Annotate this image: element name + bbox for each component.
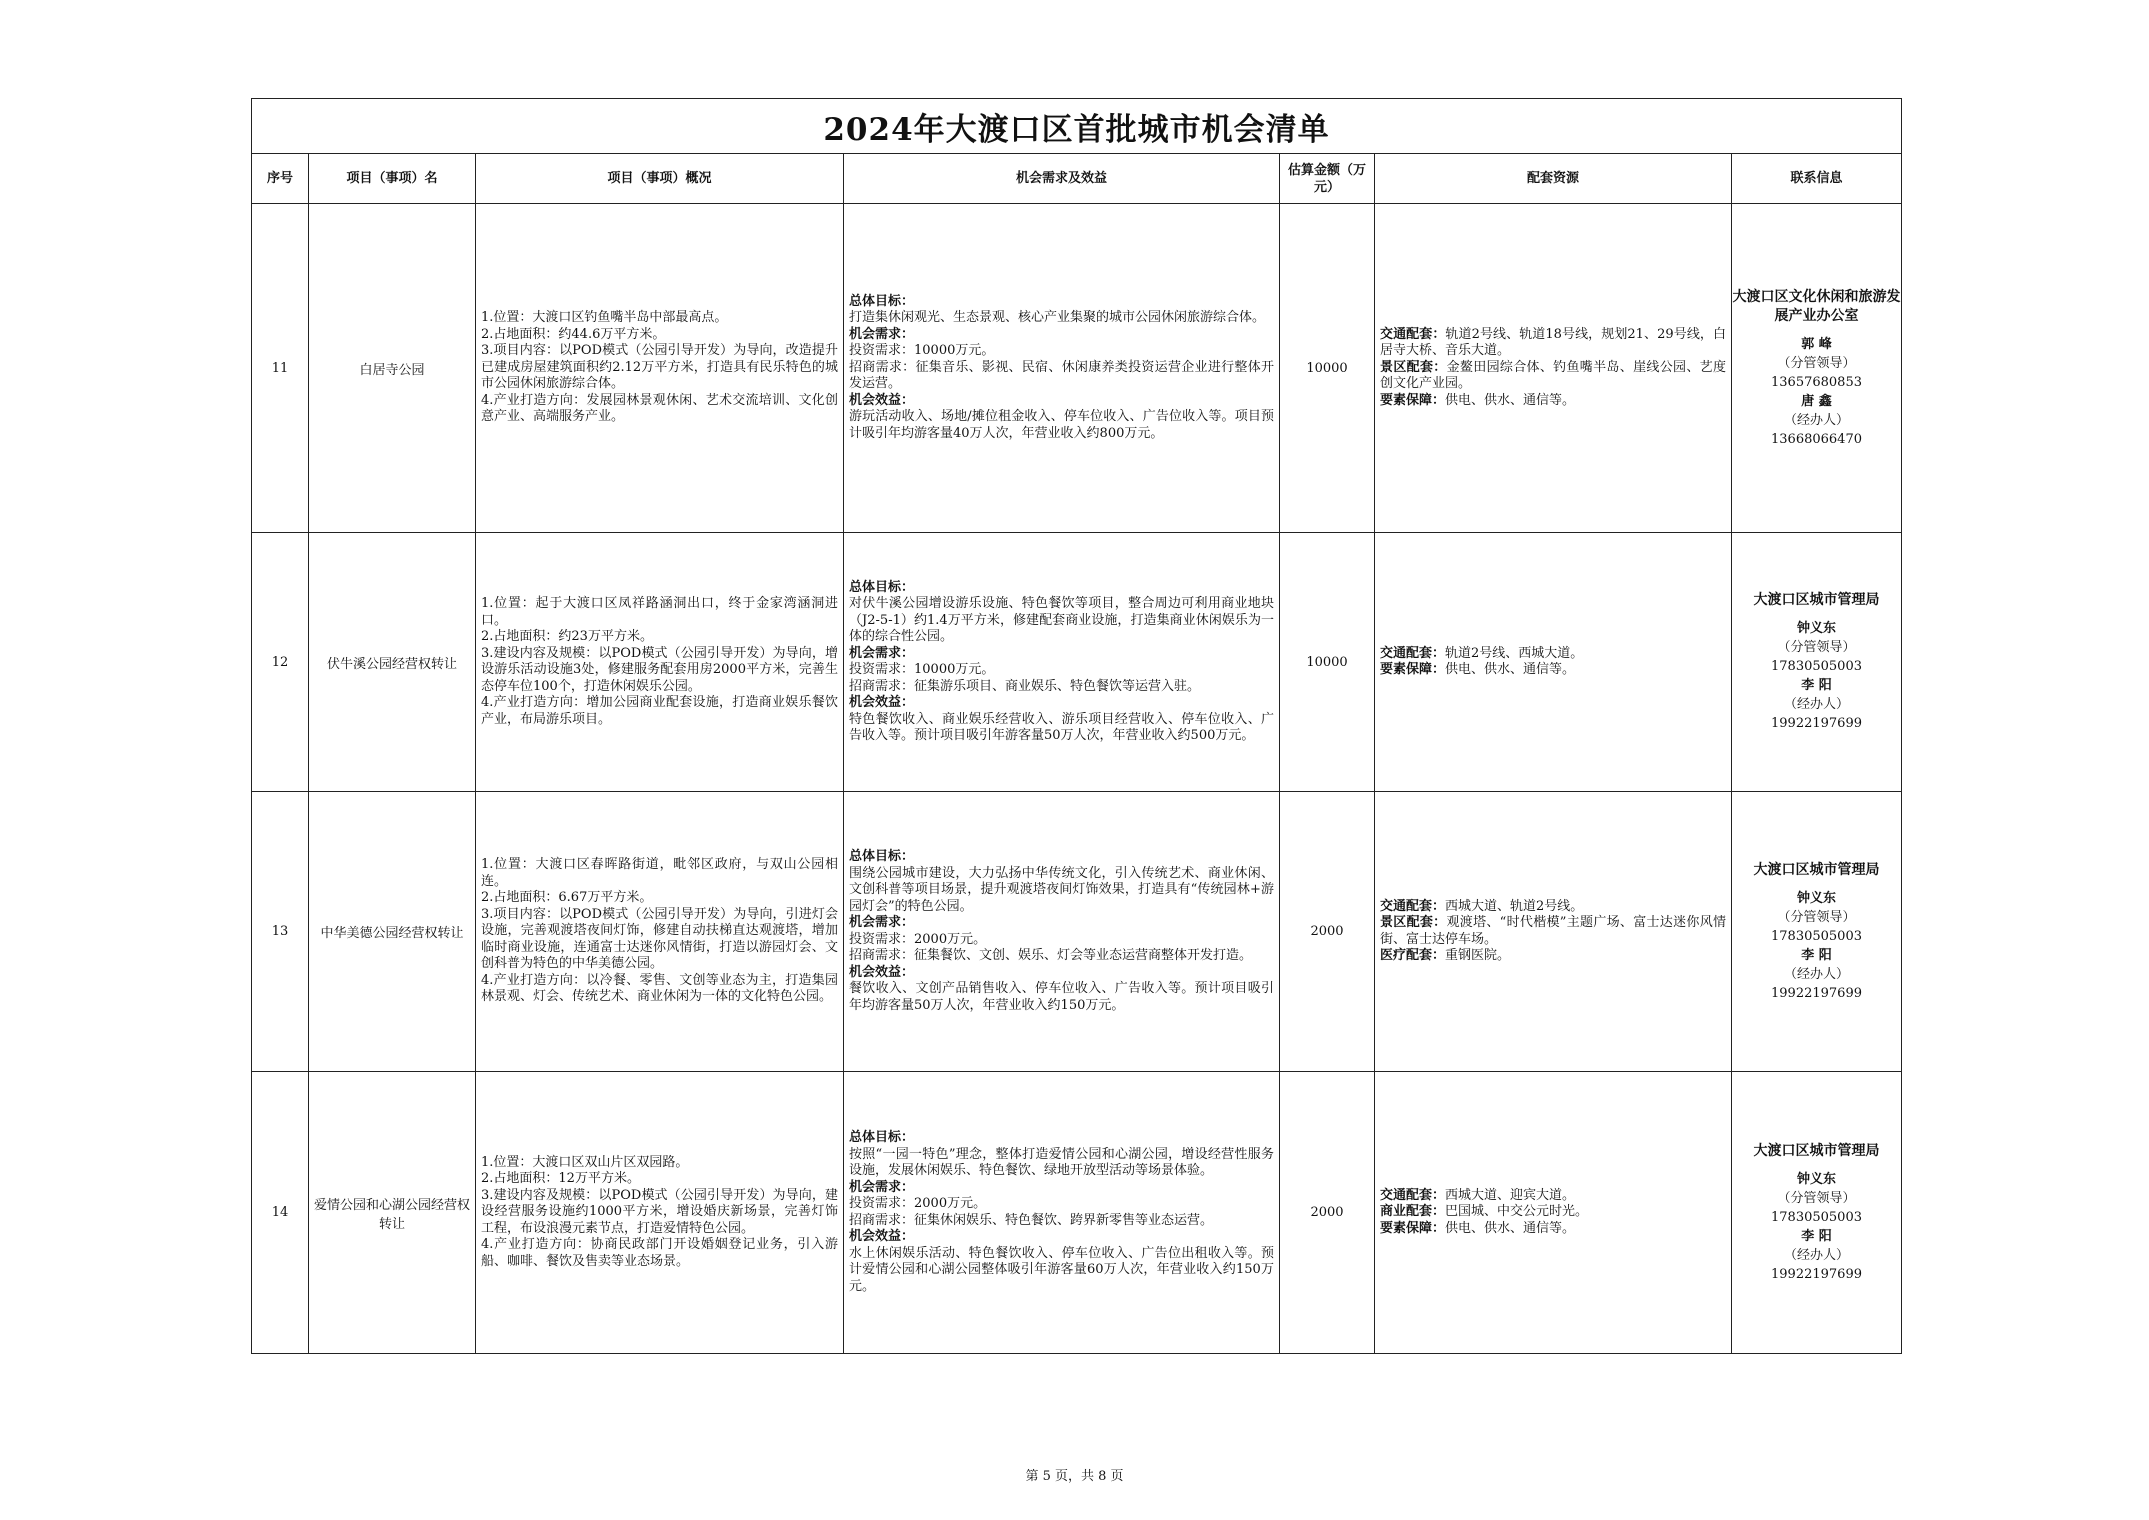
- resource-label: 交通配套：: [1380, 326, 1446, 342]
- overview-line: 1.位置：大渡口区双山片区双园路。: [481, 1154, 689, 1170]
- resource-label: 景区配套：: [1380, 915, 1447, 930]
- need-line: 投资需求：10000万元。: [849, 662, 995, 677]
- contact-name: 唐 鑫: [1801, 393, 1832, 409]
- benefit-text: 特色餐饮收入、商业娱乐经营收入、游乐项目经营收入、停车位收入、广告收入等。预计项目吸引年游客量50万人次，年营业收入约500万元。: [849, 711, 1274, 743]
- need-label: 机会需求：: [849, 326, 915, 342]
- header-contact: 联系信息: [1732, 154, 1902, 204]
- goal-text: 按照“一园一特色”理念，整体打造爱情公园和心湖公园，增设经营性服务设施，发展休闲娱乐、特色餐饮、绿地开放型活动等场景体验。: [849, 1146, 1274, 1178]
- resource-text: 观渡塔、“时代楷模”主题广场、富士达迷你风情街、富士达停车场。: [1380, 915, 1726, 947]
- resource-label: 景区配套：: [1380, 359, 1447, 375]
- contact-phone: 19922197699: [1771, 716, 1862, 731]
- resource-text: 西城大道、轨道2号线。: [1445, 898, 1584, 914]
- row-overview: [476, 792, 844, 1072]
- goal-text: 打造集休闲观光、生态景观、核心产业集聚的城市公园休闲旅游综合体。: [849, 310, 1266, 326]
- row-resources: [1375, 204, 1732, 533]
- goal-label: 总体目标：: [849, 1130, 915, 1145]
- need-label: 机会需求：: [849, 915, 915, 930]
- header-overview: 项目（事项）概况: [476, 154, 844, 204]
- row-needs: [844, 792, 1280, 1072]
- contact-role: （分管领导）: [1777, 1190, 1856, 1206]
- contact-role: （经办人）: [1783, 697, 1849, 712]
- contact-phone: 19922197699: [1771, 1266, 1862, 1282]
- resource-text: 轨道2号线、轨道18号线，规划21、29号线，白居寺大桥、音乐大道。: [1380, 326, 1726, 359]
- table-row: [252, 1072, 1902, 1354]
- opportunity-table: [251, 98, 1902, 1354]
- need-line: 招商需求：征集休闲娱乐、特色餐饮、跨界新零售等业态运营。: [849, 1212, 1214, 1228]
- contact-gap: [1732, 326, 1901, 335]
- resource-line: [1380, 360, 1726, 393]
- contact-gap: [1732, 880, 1901, 889]
- need-line: 招商需求：征集餐饮、文创、娱乐、灯会等业态运营商整体开发打造。: [849, 948, 1253, 963]
- resource-label: 医疗配套：: [1380, 948, 1446, 963]
- contact-name: 钟义东: [1796, 621, 1836, 636]
- contact-phone: 17830505003: [1771, 928, 1862, 944]
- need-line: 招商需求：征集游乐项目、商业娱乐、特色餐饮等运营入驻。: [849, 678, 1201, 694]
- resource-label: 交通配套：: [1380, 898, 1446, 914]
- resource-text: 轨道2号线、西城大道。: [1445, 645, 1584, 661]
- overview-line: 3.项目内容：以POD模式（公园引导开发）为导向，引进灯会设施，完善观渡塔夜间灯饰，修建自动扶梯直达观渡塔，增加临时商业设施，连通富士达迷你风情街，打造以游园灯会、文创科普为特色的中华美德公园。: [481, 906, 838, 972]
- overview-line: 2.占地面积：6.67万平方米。: [481, 890, 653, 906]
- row-amount: 10000: [1280, 533, 1375, 792]
- resource-text: 巴国城、中交公元时光。: [1445, 1204, 1589, 1220]
- resource-line: [1380, 646, 1726, 663]
- overview-line: 1.位置：大渡口区钓鱼嘴半岛中部最高点。: [481, 310, 728, 326]
- goal-label: 总体目标：: [849, 293, 915, 309]
- contact-role: （经办人）: [1783, 966, 1849, 982]
- row-seq: 14: [252, 1072, 309, 1354]
- resource-line: [1380, 393, 1726, 410]
- header-amount: 估算金额（万元）: [1280, 154, 1375, 204]
- overview-line: 2.占地面积：12万平方米。: [481, 1171, 640, 1187]
- contact-name: 李 阳: [1801, 947, 1832, 963]
- row-contact: [1732, 1072, 1902, 1354]
- contact-name: 钟义东: [1796, 1171, 1836, 1187]
- benefit-label: 机会效益：: [849, 695, 915, 710]
- need-label: 机会需求：: [849, 1179, 915, 1195]
- resource-text: 供电、供水、通信等。: [1445, 1220, 1576, 1236]
- row-overview: [476, 533, 844, 792]
- row-amount: 2000: [1280, 792, 1375, 1072]
- benefit-label: 机会效益：: [849, 1229, 915, 1244]
- contact-gap: [1732, 1161, 1901, 1170]
- benefit-label: 机会效益：: [849, 392, 915, 408]
- page-title: 2024年大渡口区首批城市机会清单: [252, 99, 1902, 154]
- benefit-text: 游玩活动收入、场地/摊位租金收入、停车位收入、广告位收入等。项目预计吸引年均游客量40万人次，年营业收入约800万元。: [849, 409, 1274, 441]
- row-contact: [1732, 792, 1902, 1072]
- resource-text: 重钢医院。: [1445, 948, 1511, 963]
- contact-role: （分管领导）: [1777, 355, 1856, 371]
- resource-line: [1380, 1204, 1726, 1221]
- resource-line: [1380, 327, 1726, 360]
- goal-text: 围绕公园城市建设，大力弘扬中华传统文化，引入传统艺术、商业休闲、文创科普等项目场景，提升观渡塔夜间灯饰效果，打造具有“传统园林+游园灯会”的特色公园。: [849, 865, 1274, 914]
- resource-line: [1380, 1188, 1726, 1205]
- row-name: 爱情公园和心湖公园经营权转让: [309, 1072, 476, 1354]
- overview-line: 3.建设内容及规模：以POD模式（公园引导开发）为导向，增设游乐活动设施3处，修建服务配套用房2000平方米，完善生态停车位100个，打造休闲娱乐公园。: [481, 645, 838, 694]
- resource-line: [1380, 948, 1726, 965]
- contact-role: （分管领导）: [1777, 640, 1856, 655]
- resource-line: [1380, 915, 1726, 948]
- row-name: 中华美德公园经营权转让: [309, 792, 476, 1072]
- table-row: [252, 204, 1902, 533]
- resource-line: [1380, 899, 1726, 916]
- contact-org: 大渡口区城市管理局: [1753, 592, 1880, 608]
- resource-text: 供电、供水、通信等。: [1445, 662, 1576, 677]
- row-seq: 12: [252, 533, 309, 792]
- overview-line: 3.建设内容及规模：以POD模式（公园引导开发）为导向，建设经营服务设施约1000平方米，增设婚庆新场景，完善灯饰工程，布设浪漫元素节点，打造爱情特色公园。: [481, 1187, 838, 1236]
- overview-line: 4.产业打造方向：协商民政部门开设婚姻登记业务，引入游船、咖啡、餐饮及售卖等业态场景。: [481, 1237, 838, 1269]
- page-footer: 第 5 页，共 8 页: [1025, 1469, 1124, 1484]
- resource-label: 要素保障：: [1380, 1220, 1446, 1236]
- row-overview: [476, 1072, 844, 1354]
- resource-line: [1380, 1221, 1726, 1238]
- row-resources: [1375, 533, 1732, 792]
- resource-label: 要素保障：: [1380, 392, 1446, 408]
- need-label: 机会需求：: [849, 645, 915, 661]
- row-name: 伏牛溪公园经营权转让: [309, 533, 476, 792]
- goal-text: 对伏牛溪公园增设游乐设施、特色餐饮等项目，整合周边可利用商业地块（J2-5-1）约1.4万平方米，修建配套商业设施，打造集商业休闲娱乐为一体的综合性公园。: [849, 596, 1274, 644]
- row-needs: [844, 533, 1280, 792]
- resource-label: 交通配套：: [1380, 1187, 1446, 1203]
- row-contact: [1732, 533, 1902, 792]
- contact-role: （经办人）: [1783, 412, 1849, 428]
- need-line: 投资需求：2000万元。: [849, 931, 987, 947]
- contact-phone: 17830505003: [1771, 659, 1862, 674]
- header-seq: 序号: [252, 154, 309, 204]
- benefit-label: 机会效益：: [849, 964, 915, 980]
- contact-org: 大渡口区城市管理局: [1753, 1142, 1880, 1159]
- header-resources: 配套资源: [1375, 154, 1732, 204]
- overview-line: 2.占地面积：约44.6万平方米。: [481, 326, 666, 342]
- row-contact: [1732, 204, 1902, 533]
- header-needs: 机会需求及效益: [844, 154, 1280, 204]
- row-seq: 11: [252, 204, 309, 533]
- benefit-text: 餐饮收入、文创产品销售收入、停车位收入、广告收入等。预计项目吸引年均游客量50万人次，年营业收入约150万元。: [849, 981, 1274, 1013]
- contact-name: 李 阳: [1801, 1228, 1832, 1244]
- contact-phone: 13668066470: [1771, 431, 1862, 447]
- contact-role: （经办人）: [1783, 1247, 1849, 1263]
- row-resources: [1375, 792, 1732, 1072]
- benefit-text: 水上休闲娱乐活动、特色餐饮收入、停车位收入、广告位出租收入等。预计爱情公园和心湖公园整体吸引年游客量60万人次，年营业收入约150万元。: [849, 1245, 1274, 1294]
- overview-line: 2.占地面积：约23万平方米。: [481, 629, 653, 644]
- row-amount: 2000: [1280, 1072, 1375, 1354]
- resource-line: [1380, 662, 1726, 679]
- header-name: 项目（事项）名: [309, 154, 476, 204]
- table-row: [252, 533, 1902, 792]
- row-needs: [844, 204, 1280, 533]
- resource-text: 金鳌田园综合体、钓鱼嘴半岛、崖线公园、艺度创文化产业园。: [1380, 359, 1726, 392]
- contact-phone: 17830505003: [1771, 1209, 1862, 1225]
- need-line: 投资需求：2000万元。: [849, 1196, 987, 1211]
- contact-org: 大渡口区文化休闲和旅游发展产业办公室: [1732, 288, 1901, 324]
- overview-line: 1.位置：起于大渡口区凤祥路涵洞出口，终于金家湾涵洞进口。: [481, 596, 838, 628]
- contact-org: 大渡口区城市管理局: [1753, 861, 1880, 878]
- contact-name: 郭 峰: [1801, 336, 1832, 352]
- contact-name: 李 阳: [1801, 678, 1832, 693]
- resource-label: 商业配套：: [1380, 1204, 1446, 1220]
- overview-line: 3.项目内容：以POD模式（公园引导开发）为导向，改造提升已建成房屋建筑面积约2.12万平方米，打造具有民乐特色的城市公园休闲旅游综合体。: [481, 343, 838, 392]
- table-row: [252, 792, 1902, 1072]
- row-seq: 13: [252, 792, 309, 1072]
- resource-label: 要素保障：: [1380, 662, 1446, 677]
- goal-label: 总体目标：: [849, 849, 915, 864]
- contact-role: （分管领导）: [1777, 909, 1856, 925]
- need-line: 投资需求：10000万元。: [849, 343, 995, 359]
- contact-phone: 19922197699: [1771, 985, 1862, 1001]
- table-body: [252, 204, 1902, 1354]
- need-line: 招商需求：征集音乐、影视、民宿、休闲康养类投资运营企业进行整体开发运营。: [849, 359, 1274, 392]
- overview-line: 4.产业打造方向：增加公园商业配套设施，打造商业娱乐餐饮产业，布局游乐项目。: [481, 695, 838, 727]
- row-overview: [476, 204, 844, 533]
- resource-text: 供电、供水、通信等。: [1445, 392, 1576, 408]
- header-row: [252, 154, 1902, 204]
- contact-gap: [1732, 610, 1901, 619]
- row-name: 白居寺公园: [309, 204, 476, 533]
- goal-label: 总体目标：: [849, 579, 915, 595]
- contact-name: 钟义东: [1796, 890, 1836, 906]
- row-amount: 10000: [1280, 204, 1375, 533]
- overview-line: 1.位置：大渡口区春晖路街道，毗邻区政府，与双山公园相连。: [481, 857, 838, 889]
- row-resources: [1375, 1072, 1732, 1354]
- row-needs: [844, 1072, 1280, 1354]
- overview-line: 4.产业打造方向：发展园林景观休闲、艺术交流培训、文化创意产业、高端服务产业。: [481, 392, 838, 425]
- resource-label: 交通配套：: [1380, 645, 1446, 661]
- overview-line: 4.产业打造方向：以冷餐、零售、文创等业态为主，打造集园林景观、灯会、传统艺术、商业休闲为一体的文化特色公园。: [481, 972, 838, 1005]
- resource-text: 西城大道、迎宾大道。: [1445, 1187, 1576, 1203]
- contact-phone: 13657680853: [1771, 374, 1862, 390]
